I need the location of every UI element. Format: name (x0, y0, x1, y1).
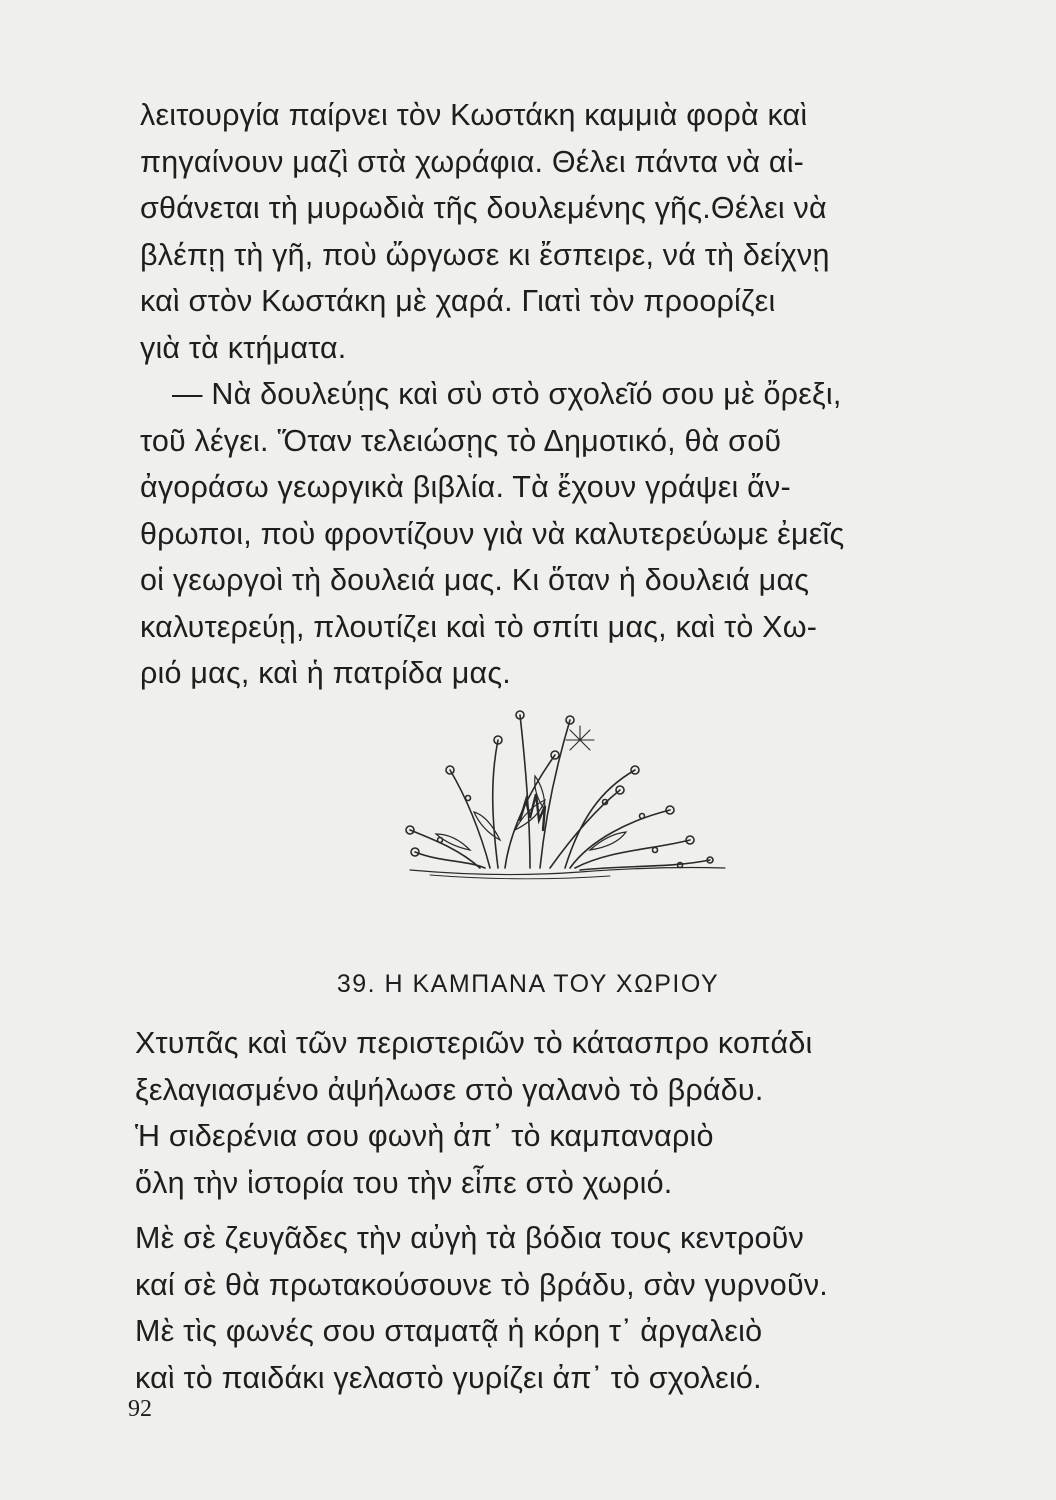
prose-text (140, 92, 995, 697)
plant-drawing (380, 700, 740, 890)
prose-line: ριό μας, καὶ ἡ πατρίδα μας. (140, 656, 511, 690)
prose-line: ἀγοράσω γεωργικὰ βιβλία. Τὰ ἔχουν γράψει ἄν- (140, 470, 791, 504)
prose-line: καλυτερεύῃ, πλουτίζει καὶ τὸ σπίτι μας, καὶ τὸ Χω- (140, 609, 818, 644)
prose-line: θρωποι, ποὺ φροντίζουν γιὰ νὰ καλυτερεύωμε ἐμεῖς (140, 516, 845, 551)
prose-line: γιὰ τὰ κτήματα. (140, 330, 347, 365)
prose-line: λειτουργία παίρνει τὸν Κωστάκη καμμιὰ φορὰ καὶ (140, 98, 808, 132)
poem-stanza-2 (135, 1215, 995, 1401)
poem-line: ξελαγιασμένο ἀψήλωσε στὸ γαλανὸ τὸ βράδυ. (135, 1072, 764, 1107)
prose-line: πηγαίνουν μαζὶ στὰ χωράφια. Θέλει πάντα νὰ αἰ- (140, 144, 805, 179)
prose-line: βλέπῃ τὴ γῆ, ποὺ ὤργωσε κι ἔσπειρε, νά τὴ δείχνῃ (140, 237, 830, 272)
poem-stanza-1 (135, 1020, 995, 1206)
prose-line: — Νὰ δουλεύῃς καὶ σὺ στὸ σχολεῖό σου μὲ ὄρεξι, (172, 377, 842, 411)
section-title: 39. Η ΚΑΜΠΑΝΑ ΤΟΥ ΧΩΡΙΟΥ (336, 970, 720, 998)
poem-line: Μὲ τὶς φωνές σου σταματᾷ ἡ κόρη τ᾽ ἀργαλειὸ (135, 1314, 763, 1348)
page-number: 92 (128, 1396, 152, 1422)
prose-line: οἱ γεωργοὶ τὴ δουλειά μας. Κι ὅταν ἡ δουλειά μας (140, 563, 810, 597)
poem-line: Ἡ σιδερένια σου φωνὴ ἀπ᾽ τὸ καμπαναριὸ (135, 1119, 714, 1153)
poem-line: Μὲ σὲ ζευγᾶδες τὴν αὐγὴ τὰ βόδια τους κεντροῦν (135, 1221, 805, 1255)
poem-line: καί σὲ θὰ πρωτακούσουνε τὸ βράδυ, σὰν γυρνοῦν. (135, 1267, 828, 1302)
poem-line: Χτυπᾶς καὶ τῶν περιστεριῶν τὸ κάτασπρο κοπάδι (135, 1026, 813, 1060)
prose-line: καὶ στὸν Κωστάκη μὲ χαρά. Γιατὶ τὸν προορίζει (140, 284, 776, 318)
poem-line: καὶ τὸ παιδάκι γελαστὸ γυρίζει ἀπ᾽ τὸ σχολειό. (135, 1360, 762, 1395)
poem-line: ὅλη τὴν ἱστορία του τὴν εἶπε στὸ χωριό. (135, 1165, 673, 1200)
prose-line: τοῦ λέγει. Ὅταν τελειώσῃς τὸ Δημοτικό, θὰ σοῦ (140, 423, 782, 458)
plant-illustration (380, 700, 740, 890)
prose-line: σθάνεται τὴ μυρωδιὰ τῆς δουλεμένης γῆς.Θέλει νὰ (140, 191, 827, 225)
